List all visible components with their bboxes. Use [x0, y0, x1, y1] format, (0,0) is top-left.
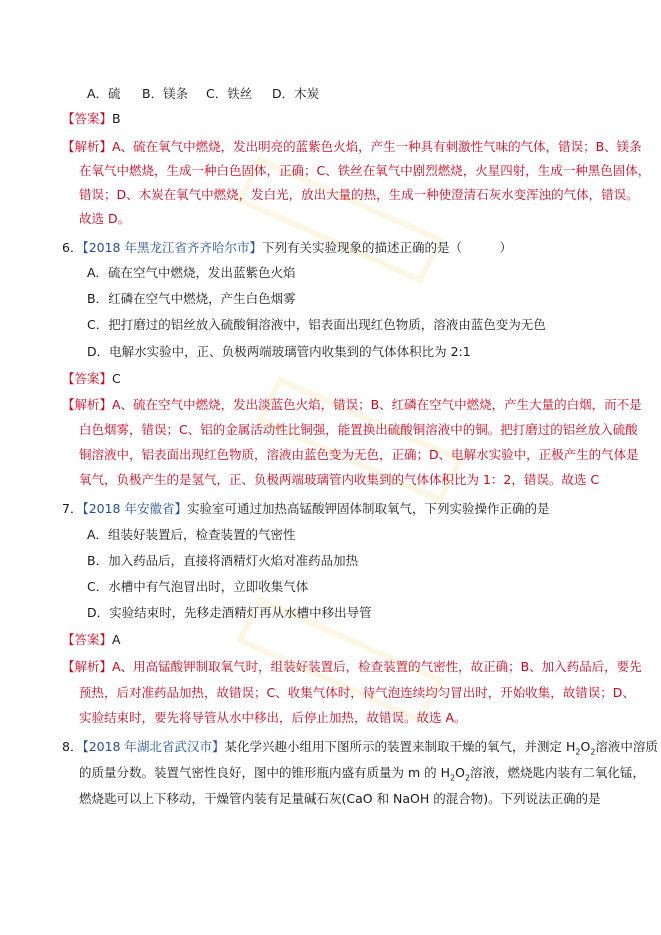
q7-option-a: A．组装好装置后，检查装置的气密性	[87, 527, 296, 542]
q7-answer	[62, 632, 121, 648]
watermark-pencil-graphic	[200, 120, 500, 720]
q8-stem-line-3: 燃烧匙可以上下移动，干燥管内装有足量碱石灰(CaO 和 NaOH 的混合物)。下列说法正确的是	[79, 791, 601, 806]
q7-option-d: D．实验结束时，先移走酒精灯再从水槽中移出导管	[87, 605, 372, 620]
q7-stem	[62, 501, 550, 517]
q5-analysis-line-1	[62, 139, 642, 155]
subscript: 2	[450, 773, 456, 783]
question-source: 【2018 年安徽省】	[82, 501, 187, 516]
answer-value: B	[112, 111, 121, 126]
q5-answer	[62, 111, 121, 127]
q5-analysis-line-2: 在氧气中燃烧，生成一种白色固体，正确；C、铁丝在氧气中剧烈燃烧，火星四射，生成一种黑色固体，	[79, 163, 651, 178]
q6-analysis-line-4: 氧气，负极产生的是氢气，正、负极两端玻璃管内收集到的气体体积比为 1：2，错误。故选 C	[79, 472, 600, 487]
question-text: 某化学兴趣小组用下图所示的装置来制取干燥的氧气，并测定 H	[224, 739, 576, 754]
answer-tag: 【答案】	[62, 111, 113, 126]
question-text: O	[580, 739, 591, 754]
q6-stem	[62, 240, 512, 256]
q6-analysis-line-3: 铜溶液中，铝表面出现红色物质，溶液由蓝色变为无色，正确；D、电解水实验中，正极产生的气体是	[79, 447, 639, 462]
question-text: 下列有关实验现象的描述正确的是（ ）	[262, 240, 513, 255]
q6-option-b: B．红磷在空气中燃烧，产生白色烟雾	[87, 291, 296, 306]
answer-value: C	[112, 371, 121, 386]
question-text: 的质量分数。装置气密性良好，图中的锥形瓶内盛有质量为 m 的 H	[79, 765, 450, 780]
question-source: 【2018 年黑龙江省齐齐哈尔市】	[82, 240, 262, 255]
analysis-text: A、硫在氧气中燃烧，发出明亮的蓝紫色火焰，产生一种具有刺激性气味的气体，错误；B、镁条	[112, 139, 642, 154]
question-number: 8．	[62, 739, 83, 754]
q6-option-d: D．电解水实验中，正、负极两端玻璃管内收集到的气体体积比为 2:1	[87, 344, 471, 359]
subscript: 2	[464, 773, 471, 783]
q5-option-a: A．硫	[87, 86, 121, 101]
analysis-text: A、用高锰酸钾制取氧气时，组装好装置后，检查装置的气密性，故正确；B、加入药品后，要先	[112, 659, 642, 674]
q6-analysis-line-2: 白色烟雾，错误；C、铝的金属活动性比铜强，能置换出硫酸铜溶液中的铜。把打磨过的铝丝放入硫酸	[79, 422, 638, 437]
answer-tag: 【答案】	[62, 371, 113, 386]
q7-analysis-line-3: 实验结束时，要先将导管从水中移出，后停止加热，故错误。故选 A。	[79, 710, 467, 725]
question-text: 溶液，燃烧匙内装有二氧化锰，	[470, 765, 646, 780]
question-number: 6．	[62, 240, 83, 255]
q6-answer	[62, 371, 121, 387]
q5-option-b: B．镁条	[142, 86, 189, 101]
q5-analysis-line-3: 错误；D、木炭在氧气中燃烧，发白光，放出大量的热，生成一种使澄清石灰水变浑浊的气体，错误。	[79, 187, 639, 202]
q6-option-c: C．把打磨过的铝丝放入硫酸铜溶液中，铝表面出现红色物质，溶液由蓝色变为无色	[87, 317, 546, 332]
question-source: 【2018 年湖北省武汉市】	[82, 739, 225, 754]
q7-option-c: C．水槽中有气泡冒出时，立即收集气体	[87, 579, 309, 594]
answer-value: A	[112, 632, 121, 647]
subscript: 2	[590, 747, 596, 757]
q5-analysis-line-4: 故选 D。	[79, 211, 131, 226]
q8-stem-line-1	[62, 739, 658, 755]
q7-analysis-line-2: 预热，后对准药品加热，故错误；C、收集气体时，待气泡连续均匀冒出时，开始收集，故错误；D、	[79, 685, 635, 700]
analysis-text: A、硫在空气中燃烧，发出淡蓝色火焰，错误；B、红磷在空气中燃烧，产生大量的白烟，而不是	[112, 397, 642, 412]
analysis-tag: 【解析】	[62, 659, 113, 674]
q8-stem-line-2	[79, 765, 645, 781]
q6-option-a: A．硫在空气中燃烧，发出蓝紫色火焰	[87, 265, 296, 280]
q5-option-d: D．木炭	[272, 86, 320, 101]
question-number: 7．	[62, 501, 83, 516]
q5-option-c: C．铁丝	[206, 86, 253, 101]
analysis-tag: 【解析】	[62, 139, 113, 154]
q7-analysis-line-1	[62, 659, 642, 675]
q7-option-b: B．加入药品后，直接将酒精灯火焰对准药品加热	[87, 553, 359, 568]
analysis-tag: 【解析】	[62, 397, 113, 412]
question-text: 实验室可通过加热高锰酸钾固体制取氧气，下列实验操作正确的是	[187, 501, 550, 516]
question-text: 溶液中溶质	[595, 739, 658, 754]
question-text: O	[455, 765, 465, 780]
q6-analysis-line-1	[62, 397, 642, 413]
subscript: 2	[575, 747, 581, 757]
answer-tag: 【答案】	[62, 632, 113, 647]
